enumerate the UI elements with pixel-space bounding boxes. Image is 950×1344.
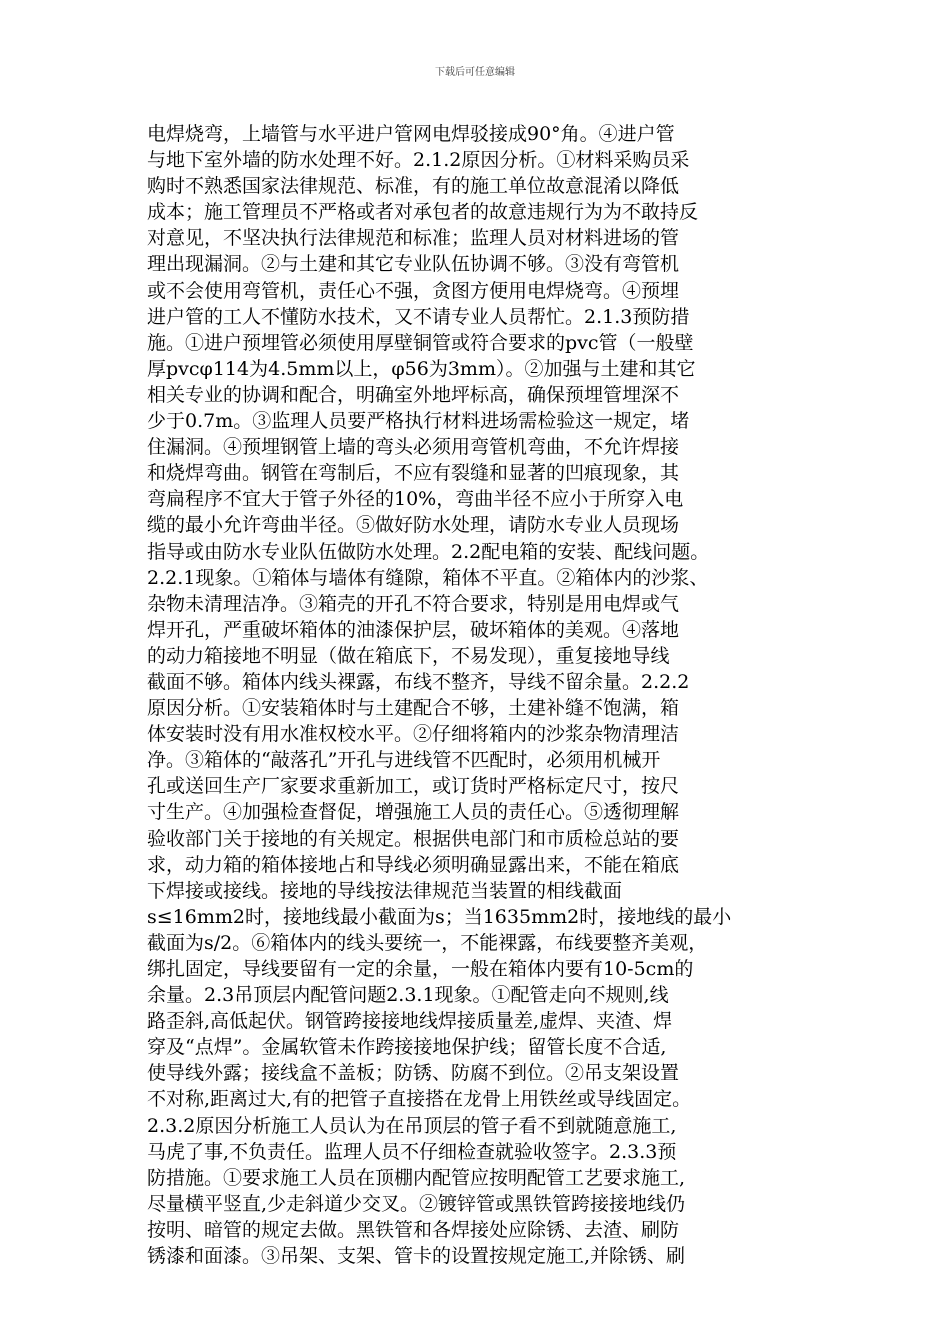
text-line: 成本；施工管理员不严格或者对承包者的故意违规行为为不敢持反 — [147, 201, 699, 224]
text-line: 体安装时没有用水准权校水平。②仔细将箱内的沙浆杂物清理洁 — [147, 723, 680, 746]
text-line: 不对称,距离过大,有的把管子直接搭在龙骨上用铁丝或导线固定。 — [147, 1088, 692, 1111]
text-line: 锈漆和面漆。③吊架、支架、管卡的设置按规定施工,并除锈、刷 — [147, 1245, 686, 1268]
text-line: 路歪斜,高低起伏。钢管跨接接地线焊接质量差,虚焊、夹渣、焊 — [147, 1010, 673, 1033]
text-line: 截面为s/2。⑥箱体内的线头要统一，不能裸露，布线要整齐美观， — [147, 931, 708, 954]
text-line: 弯扁程序不宜大于管子外径的10%，弯曲半径不应小于所穿入电 — [147, 488, 684, 511]
text-line: 求，动力箱的箱体接地占和导线必须明确显露出来，不能在箱底 — [147, 853, 680, 876]
text-line: 进户管的工人不懂防水技术，又不请专业人员帮忙。2.1.3预防措 — [147, 305, 690, 328]
text-line: 相关专业的协调和配合，明确室外地坪标高，确保预埋管埋深不 — [147, 383, 680, 406]
text-line: 缆的最小允许弯曲半径。⑤做好防水处理，请防水专业人员现场 — [147, 514, 680, 537]
page-header-text: 下载后可任意编辑 — [435, 67, 515, 78]
text-line: 验收部门关于接地的有关规定。根据供电部门和市质检总站的要 — [147, 827, 680, 850]
text-line: 和烧焊弯曲。钢管在弯制后，不应有裂缝和显著的凹痕现象，其 — [147, 462, 680, 485]
text-line: 使导线外露；接线盒不盖板；防锈、防腐不到位。②吊支架设置 — [147, 1062, 680, 1085]
text-line: 尽量横平竖直,少走斜道少交叉。②镀锌管或黑铁管跨接接地线仍 — [147, 1192, 686, 1215]
text-line: 穿及“点焊”。金属软管未作跨接接地保护线；留管长度不合适, — [147, 1036, 667, 1059]
text-line: 对意见，不坚决执行法律规范和标准；监理人员对材料进场的管 — [147, 227, 680, 250]
text-line: 马虎了事,不负责任。监理人员不仔细检查就验收签字。2.3.3预 — [147, 1140, 677, 1163]
page-header — [0, 66, 950, 80]
text-line: 绑扎固定，导线要留有一定的余量，一般在箱体内要有10-5cm的 — [147, 958, 694, 980]
text-line: 的动力箱接地不明显（做在箱底下，不易发现），重复接地导线 — [147, 644, 670, 667]
text-line: 净。③箱体的“敲落孔”开孔与进线管不匹配时，必须用机械开 — [147, 749, 661, 772]
text-line: 杂物未清理洁净。③箱壳的开孔不符合要求，特别是用电焊或气 — [147, 592, 680, 615]
text-line: 住漏洞。④预埋钢管上墙的弯头必须用弯管机弯曲，不允许焊接 — [147, 436, 680, 459]
text-line: 余量。2.3吊顶层内配管问题2.3.1现象。①配管走向不规则,线 — [147, 984, 669, 1007]
text-line: 焊开孔，严重破坏箱体的油漆保护层，破坏箱体的美观。④落地 — [147, 618, 680, 641]
text-line: s≤16mm2时，接地线最小截面为s；当1635mm2时，接地线的最小 — [147, 905, 732, 928]
text-line: 或不会使用弯管机，责任心不强，贪图方便用电焊烧弯。④预埋 — [147, 279, 680, 302]
document-body — [147, 121, 805, 1269]
text-line: 与地下室外墙的防水处理不好。2.1.2原因分析。①材料采购员采 — [147, 149, 690, 172]
text-line: 原因分析。①安装箱体时与土建配合不够，土建补缝不饱满，箱 — [147, 697, 680, 720]
text-line: 施。①进户预埋管必须使用厚壁铜管或符合要求的pvc管（一般壁 — [147, 331, 694, 354]
text-line: 下焊接或接线。接地的导线按法律规范当装置的相线截面 — [147, 879, 623, 902]
text-line: 2.3.2原因分析施工人员认为在吊顶层的管子看不到就随意施工, — [147, 1114, 677, 1137]
text-line: 电焊烧弯，上墙管与水平进户管网电焊驳接成90°角。④进户管 — [147, 123, 675, 145]
text-line: 厚pvcφ114为4.5mm以上，φ56为3mm）。②加强与土建和其它 — [147, 357, 696, 380]
text-line: 指导或由防水专业队伍做防水处理。2.2配电箱的安装、配线问题。 — [147, 540, 710, 563]
text-line: 孔或送回生产厂家要求重新加工，或订货时严格标定尺寸，按尺 — [147, 775, 680, 798]
text-line: 截面不够。箱体内线头裸露，布线不整齐，导线不留余量。2.2.2 — [147, 670, 690, 693]
text-line: 理出现漏洞。②与土建和其它专业队伍协调不够。③没有弯管机 — [147, 253, 680, 276]
text-line: 购时不熟悉国家法律规范、标准，有的施工单位故意混淆以降低 — [147, 175, 680, 198]
text-line: 寸生产。④加强检查督促，增强施工人员的责任心。⑤透彻理解 — [147, 801, 680, 824]
text-line: 少于0.7m。③监理人员要严格执行材料进场需检验这一规定，堵 — [147, 410, 690, 433]
text-line: 防措施。①要求施工人员在顶棚内配管应按明配管工艺要求施工, — [147, 1166, 686, 1189]
text-line: 2.2.1现象。①箱体与墙体有缝隙，箱体不平直。②箱体内的沙浆、 — [147, 566, 709, 589]
text-line: 按明、暗管的规定去做。黑铁管和各焊接处应除锈、去渣、刷防 — [147, 1218, 680, 1241]
